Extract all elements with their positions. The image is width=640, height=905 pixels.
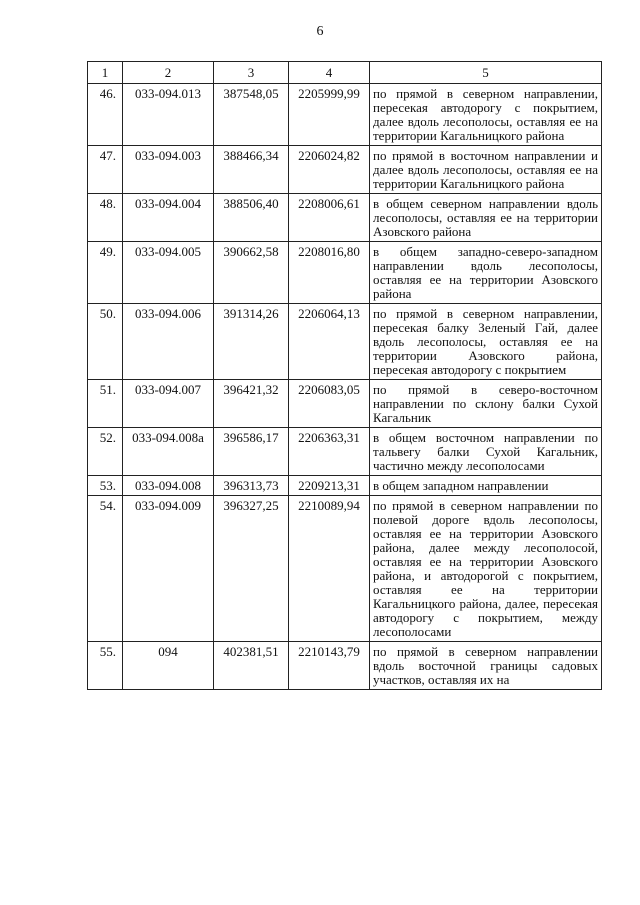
- header-col-1: 1: [88, 62, 123, 84]
- row-number: 55.: [88, 642, 123, 690]
- coordinate-y: 2209213,31: [289, 476, 370, 496]
- coordinate-y: 2210143,79: [289, 642, 370, 690]
- point-code: 033-094.006: [123, 304, 214, 380]
- boundary-description: по прямой в восточном направлении и далее вдоль лесополосы, оставляя ее на территории Кагальницкого района: [370, 146, 602, 194]
- coordinate-x: 391314,26: [214, 304, 289, 380]
- row-number: 47.: [88, 146, 123, 194]
- coordinate-y: 2206363,31: [289, 428, 370, 476]
- header-col-4: 4: [289, 62, 370, 84]
- page-number: 6: [316, 24, 324, 39]
- row-number: 48.: [88, 194, 123, 242]
- boundary-description: по прямой в северном направлении вдоль восточной границы садовых участков, оставляя их на: [370, 642, 602, 690]
- coordinate-x: 390662,58: [214, 242, 289, 304]
- table-row: [88, 84, 602, 146]
- coordinate-x: 402381,51: [214, 642, 289, 690]
- point-code: 033-094.009: [123, 496, 214, 642]
- table-row: [88, 194, 602, 242]
- point-code: 033-094.008: [123, 476, 214, 496]
- point-code: 033-094.005: [123, 242, 214, 304]
- coordinate-x: 388466,34: [214, 146, 289, 194]
- table-row: [88, 428, 602, 476]
- boundary-points-table: [87, 61, 602, 690]
- coordinate-y: 2206083,05: [289, 380, 370, 428]
- coordinate-y: 2210089,94: [289, 496, 370, 642]
- header-col-3: 3: [214, 62, 289, 84]
- row-number: 54.: [88, 496, 123, 642]
- boundary-description: по прямой в северном направлении, пересекая автодорогу с покрытием, далее вдоль лесополосы, оставляя ее на территории Кагальницкого района: [370, 84, 602, 146]
- point-code: 033-094.008а: [123, 428, 214, 476]
- boundary-description: в общем западно-северо-западном направлении вдоль лесополосы, оставляя ее на территории Азовского района: [370, 242, 602, 304]
- row-number: 53.: [88, 476, 123, 496]
- point-code: 033-094.013: [123, 84, 214, 146]
- row-number: 46.: [88, 84, 123, 146]
- coordinate-y: 2208016,80: [289, 242, 370, 304]
- table-row: [88, 242, 602, 304]
- header-col-5: 5: [370, 62, 602, 84]
- point-code: 094: [123, 642, 214, 690]
- point-code: 033-094.004: [123, 194, 214, 242]
- table-row: [88, 304, 602, 380]
- boundary-description: в общем западном направлении: [370, 476, 602, 496]
- coordinate-y: 2205999,99: [289, 84, 370, 146]
- table-row: [88, 642, 602, 690]
- coordinate-y: 2208006,61: [289, 194, 370, 242]
- boundary-description: по прямой в северо-восточном направлении по склону балки Сухой Кагальник: [370, 380, 602, 428]
- coordinate-y: 2206024,82: [289, 146, 370, 194]
- table-body: [88, 84, 602, 690]
- table-row: [88, 476, 602, 496]
- coordinate-y: 2206064,13: [289, 304, 370, 380]
- table-row: [88, 496, 602, 642]
- row-number: 51.: [88, 380, 123, 428]
- boundary-description: по прямой в северном направлении по полевой дороге вдоль лесополосы, оставляя ее на территории Азовского района, далее между лесополосой, оставляя ее на территории Азовского района, и автодорогой с покрытием, оставляя ее на территории Кагальницкого района, далее, пересекая автодорогу с покрытием, между лесополосами: [370, 496, 602, 642]
- point-code: 033-094.003: [123, 146, 214, 194]
- table-row: [88, 146, 602, 194]
- header-col-2: 2: [123, 62, 214, 84]
- coordinate-x: 387548,05: [214, 84, 289, 146]
- row-number: 50.: [88, 304, 123, 380]
- coordinate-x: 396327,25: [214, 496, 289, 642]
- boundary-description: в общем восточном направлении по тальвегу балки Сухой Кагальник, частично между лесополосами: [370, 428, 602, 476]
- table-row: [88, 380, 602, 428]
- coordinate-x: 396586,17: [214, 428, 289, 476]
- table-header-row: [88, 62, 602, 84]
- coordinate-x: 396313,73: [214, 476, 289, 496]
- boundary-description: в общем северном направлении вдоль лесополосы, оставляя ее на территории Азовского района: [370, 194, 602, 242]
- boundary-description: по прямой в северном направлении, пересекая балку Зеленый Гай, далее вдоль лесополосы, оставляя ее на территории Азовского района, пересекая автодорогу с покрытием: [370, 304, 602, 380]
- coordinate-x: 388506,40: [214, 194, 289, 242]
- row-number: 49.: [88, 242, 123, 304]
- row-number: 52.: [88, 428, 123, 476]
- point-code: 033-094.007: [123, 380, 214, 428]
- coordinate-x: 396421,32: [214, 380, 289, 428]
